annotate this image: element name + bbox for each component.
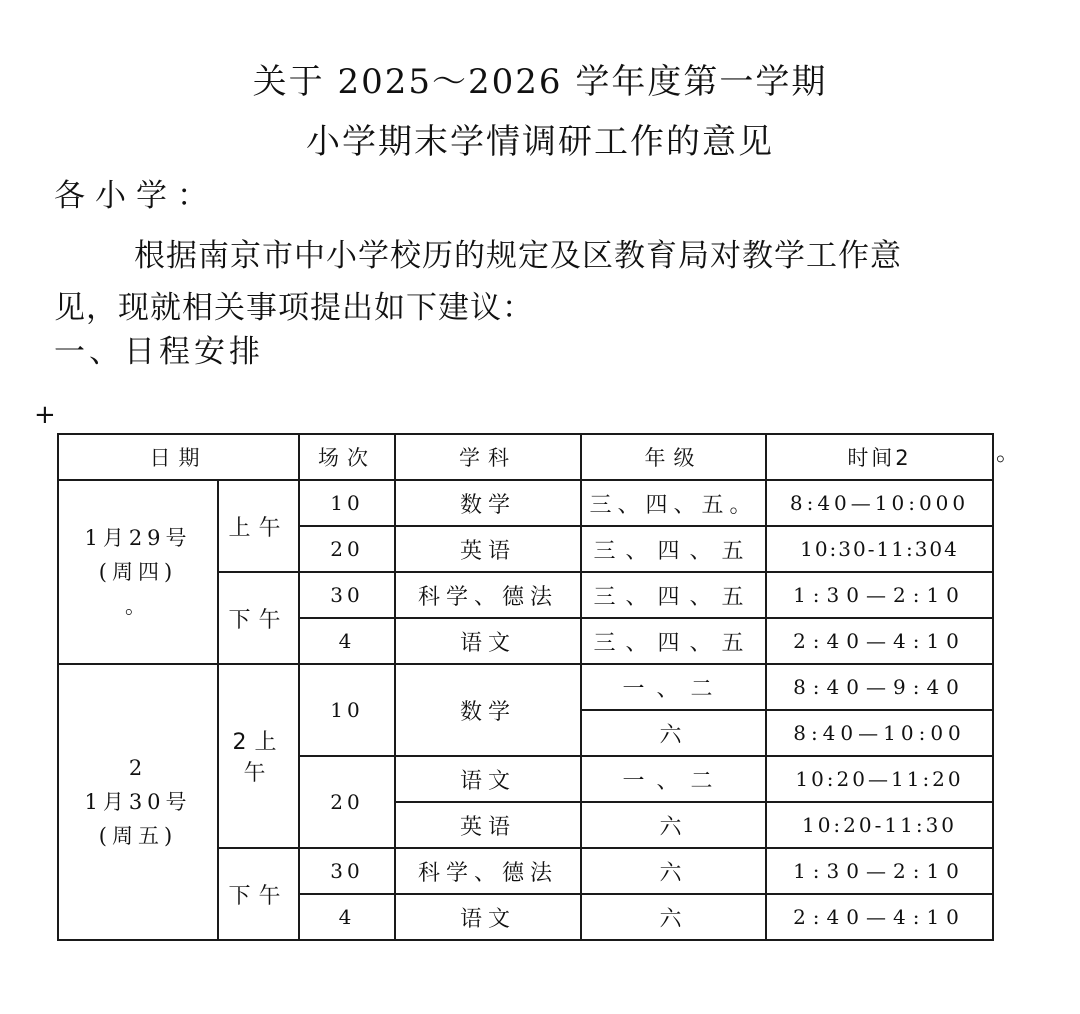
title-years: 2025～2026 xyxy=(337,62,563,102)
day2-date-cell xyxy=(58,664,218,940)
day1-weekday: (周四) xyxy=(98,560,178,584)
time-cell: 8:40—10:00 xyxy=(766,710,993,756)
plus-mark: + xyxy=(34,400,56,430)
session-cell: 30 xyxy=(299,572,395,618)
day2-morning xyxy=(218,664,299,848)
title-suffix: 学年度第一学期 xyxy=(575,62,828,102)
day1-morning: 上午 xyxy=(218,480,299,572)
day2-date: 1月30号 xyxy=(84,790,192,814)
time-cell: 10:30-11:304 xyxy=(766,526,993,572)
day1-date: 1月29号 xyxy=(84,526,192,550)
grade-cell: 三、四、五 xyxy=(581,572,766,618)
subject-cell: 语文 xyxy=(395,618,581,664)
subject-cell: 英语 xyxy=(395,802,581,848)
document-title-line-2: 小学期末学情调研工作的意见 xyxy=(306,122,774,162)
title-prefix: 关于 xyxy=(252,62,325,102)
end-mark: 。 xyxy=(996,438,1020,466)
time-cell: 10:20—11:20 xyxy=(766,756,993,802)
time-cell: 10:20-11:30 xyxy=(766,802,993,848)
grade-cell: 六 xyxy=(581,802,766,848)
salutation: 各小学： xyxy=(54,178,218,214)
grade-cell: 一、二 xyxy=(581,664,766,710)
grade-cell: 一、二 xyxy=(581,756,766,802)
session-cell: 20 xyxy=(299,756,395,848)
session-cell: 30 xyxy=(299,848,395,894)
day2-afternoon: 下午 xyxy=(218,848,299,940)
session-cell: 4 xyxy=(299,894,395,940)
time-cell: 1:30—2:10 xyxy=(766,848,993,894)
day2-mark: 2 xyxy=(128,756,148,780)
time-cell: 8:40—10:000 xyxy=(766,480,993,526)
day1-afternoon: 下午 xyxy=(218,572,299,664)
paragraph-line-1: 根据南京市中小学校历的规定及区教育局对教学工作意 xyxy=(134,238,902,274)
day2-weekday: (周五) xyxy=(98,824,178,848)
section-heading: 一、日程安排 xyxy=(54,334,264,370)
session-cell: 20 xyxy=(299,526,395,572)
header-subject: 学科 xyxy=(395,434,581,480)
time-cell: 2:40—4:10 xyxy=(766,894,993,940)
day2-morning-line-2: 午 xyxy=(243,761,274,786)
header-session: 场次 xyxy=(299,434,395,480)
day1-date-cell xyxy=(58,480,218,664)
table-row xyxy=(58,480,993,526)
paragraph-line-2: 见，现就相关事项提出如下建议： xyxy=(54,290,534,326)
grade-cell: 六 xyxy=(581,894,766,940)
subject-cell: 语文 xyxy=(395,894,581,940)
header-time: 时间2 xyxy=(766,434,993,480)
session-cell: 10 xyxy=(299,664,395,756)
subject-cell: 科学、德法 xyxy=(395,572,581,618)
subject-cell: 语文 xyxy=(395,756,581,802)
day1-mark: 。 xyxy=(125,594,151,618)
session-cell: 10 xyxy=(299,480,395,526)
grade-cell: 六 xyxy=(581,710,766,756)
session-cell: 4 xyxy=(299,618,395,664)
subject-cell: 英语 xyxy=(395,526,581,572)
time-cell: 2:40—4:10 xyxy=(766,618,993,664)
subject-cell: 数学 xyxy=(395,664,581,756)
grade-cell: 六 xyxy=(581,848,766,894)
document-title-line-1 xyxy=(0,62,1080,102)
grade-cell: 三、四、五 xyxy=(581,618,766,664)
grade-cell: 三、四、五 xyxy=(581,526,766,572)
header-grade: 年级 xyxy=(581,434,766,480)
header-date: 日期 xyxy=(58,434,299,480)
time-cell: 8:40—9:40 xyxy=(766,664,993,710)
subject-cell: 数学 xyxy=(395,480,581,526)
intro-paragraph xyxy=(54,230,974,334)
time-cell: 1:30—2:10 xyxy=(766,572,993,618)
table-row xyxy=(58,664,993,710)
subject-cell: 科学、德法 xyxy=(395,848,581,894)
day2-morning-line-1: 2上 xyxy=(232,730,285,755)
table-header-row xyxy=(58,434,993,480)
schedule-table xyxy=(57,433,994,941)
grade-cell: 三、四、五。 xyxy=(581,480,766,526)
